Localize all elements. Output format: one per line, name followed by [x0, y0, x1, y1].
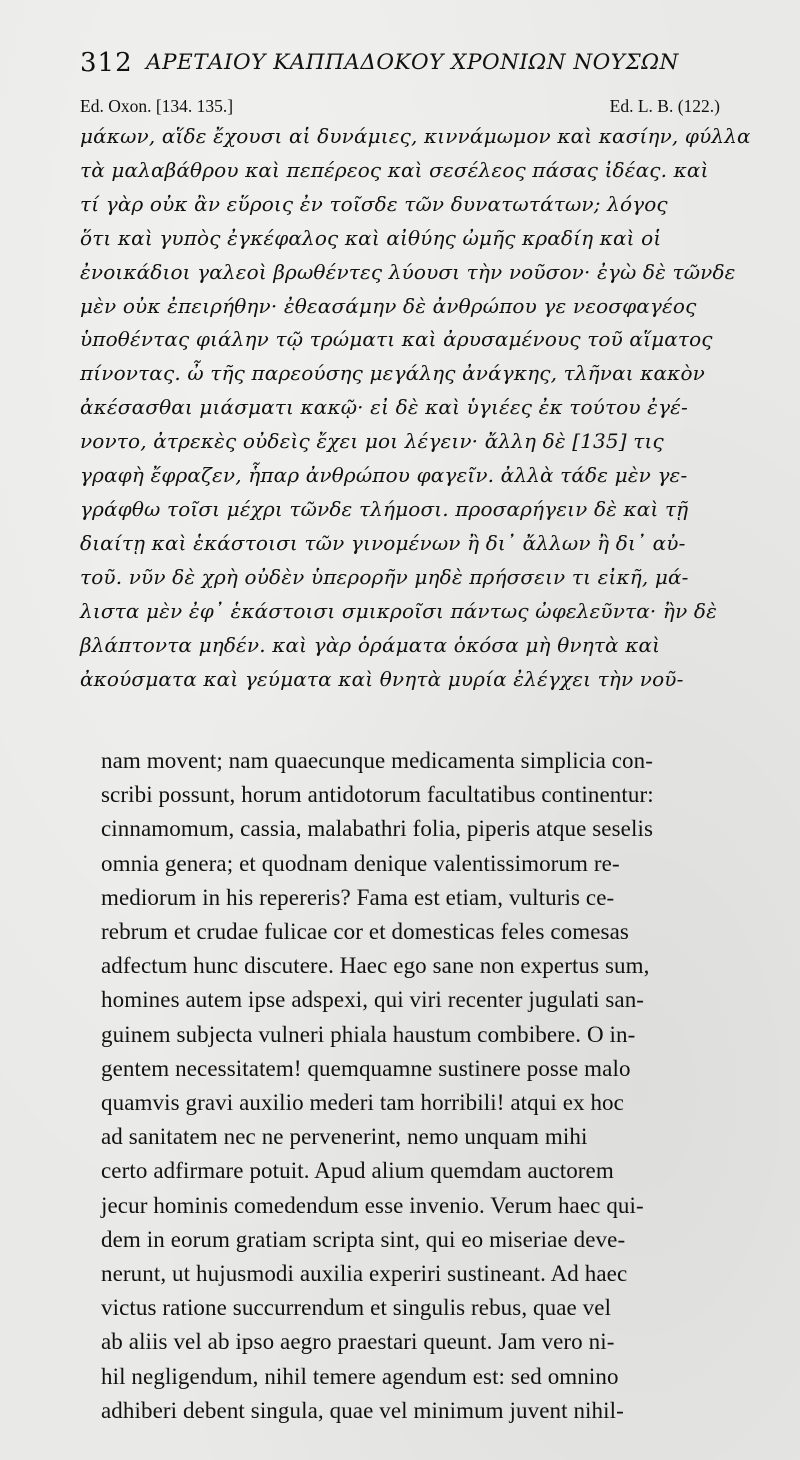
greek-line: ἐνοικάδιοι γαλεοὶ βρωθέντες λύουσι τὴν νοῦσον· ἐγὼ δὲ τῶνδε — [80, 259, 736, 284]
latin-line: quamvis gravi auxilio mederi tam horribili! atqui ex hoc — [101, 1090, 624, 1116]
latin-line: gentem necessitatem! quemquamne sustinere posse malo — [101, 1055, 631, 1081]
latin-line: scribi possunt, horum antidotorum facultatibus continentur: — [101, 782, 654, 808]
page-header — [80, 40, 720, 86]
latin-line: adhiberi debent singula, quae vel minimum juvent nihil- — [101, 1397, 624, 1423]
greek-line: μὲν οὐκ ἐπειρήθην· ἐθεασάμην δὲ ἀνθρώπου γε νεοσφαγέος — [80, 293, 697, 318]
edition-oxon: Ed. Oxon. [134. 135.] — [80, 96, 234, 116]
greek-line: ἀκέσασθαι μιάσματι κακῷ· εἰ δὲ καὶ ὑγιέες ἐκ τούτου ἐγέ- — [80, 395, 688, 420]
latin-line: certo adfirmare potuit. Apud alium quemdam auctorem — [101, 1158, 614, 1184]
greek-line: γραφὴ ἔφραζεν, ἧπαρ ἀνθρώπου φαγεῖν. ἀλλὰ τάδε μὲν γε- — [80, 463, 688, 488]
running-head: ΑΡΕΤΑΙΟΥ ΚΑΠΠΑΔΟΚΟΥ ΧΡΟΝΙΩΝ ΝΟΥΣΩΝ — [146, 50, 679, 75]
latin-line: omnia genera; et quodnam denique valentissimorum re- — [101, 850, 620, 876]
latin-line: jecur hominis comedendum esse invenio. Verum haec qui- — [101, 1192, 644, 1218]
latin-line: dem in eorum gratiam scripta sint, qui eo miseriae deve- — [101, 1226, 626, 1252]
greek-line: διαίτῃ καὶ ἑκάστοισι τῶν γινομένων ἢ δι᾽ ἄλλων ἢ δι᾽ αὐ- — [80, 530, 686, 555]
greek-line: ἀκούσματα καὶ γεύματα καὶ θνητὰ μυρία ἐλέγχει τὴν νοῦ- — [80, 666, 684, 691]
greek-line: πίνοντας. ὦ τῆς παρεούσης μεγάλης ἀνάγκης, τλῆναι κακὸν — [80, 361, 705, 386]
edition-references — [80, 96, 720, 122]
latin-line: rebrum et crudae fulicae cor et domesticas feles comesas — [101, 919, 629, 945]
greek-line: ὅτι καὶ γυπὸς ἐγκέφαλος καὶ αἰθύης ὠμῆς κραδίη καὶ οἱ — [80, 225, 662, 250]
greek-line: τοῦ. νῦν δὲ χρὴ οὐδὲν ὑπερορῆν μηδὲ πρήσσειν τι εἰκῆ, μά- — [80, 564, 689, 589]
greek-line: λιστα μὲν ἐφ᾽ ἑκάστοισι σμικροῖσι πάντως ὠφελεῦντα· ἢν δὲ — [80, 598, 717, 623]
latin-text-block — [101, 744, 763, 1428]
latin-line: nam movent; nam quaecunque medicamenta simplicia con- — [101, 748, 653, 773]
latin-line: victus ratione succurrendum et singulis rebus, quae vel — [101, 1295, 612, 1321]
latin-line: nerunt, ut hujusmodi auxilia experiri sustineant. Ad haec — [101, 1261, 628, 1287]
greek-line: τὰ μαλαβάθρου καὶ πεπέρεος καὶ σεσέλεος πάσας ἰδέας. καὶ — [80, 157, 709, 182]
latin-line: guinem subjecta vulneri phiala haustum combibere. O in- — [101, 1021, 636, 1047]
greek-line: νοντο, ἀτρεκὲς οὐδεὶς ἔχει μοι λέγειν· ἄλλη δὲ [135] τις — [80, 429, 664, 454]
latin-line: cinnamomum, cassia, malabathri folia, piperis atque seselis — [101, 816, 653, 842]
latin-line: ab aliis vel ab ipso aegro praestari queunt. Jam vero ni- — [101, 1329, 615, 1355]
greek-text-block — [80, 120, 760, 696]
edition-lb: Ed. L. B. (122.) — [609, 96, 720, 116]
greek-line: βλάπτοντα μηδέν. καὶ γὰρ ὁράματα ὁκόσα μὴ θνητὰ καὶ — [80, 632, 661, 657]
latin-line: hil negligendum, nihil temere agendum est: sed omnino — [101, 1363, 619, 1389]
page-number: 312 — [80, 48, 133, 78]
latin-line: mediorum in his repereris? Fama est etiam, vulturis ce- — [101, 884, 615, 910]
greek-line: ὑποθέντας φιάλην τῷ τρώματι καὶ ἀρυσαμένους τοῦ αἵματος — [80, 327, 713, 352]
greek-line: γράφθω τοῖσι μέχρι τῶνδε τλήμοσι. προσαρήγειν δὲ καὶ τῇ — [80, 496, 689, 521]
greek-line: μάκων, αἵδε ἔχουσι αἱ δυνάμιες, κιννάμωμον καὶ κασίην, φύλλα — [80, 124, 751, 148]
latin-line: homines autem ipse adspexi, qui viri recenter jugulati san- — [101, 987, 645, 1013]
latin-line: ad sanitatem nec ne pervenerint, nemo unquam mihi — [101, 1124, 588, 1150]
greek-line: τί γὰρ οὐκ ἂν εὕροις ἐν τοῖσδε τῶν δυνατωτάτων; λόγος — [80, 191, 668, 216]
latin-line: adfectum hunc discutere. Haec ego sane non expertus sum, — [101, 953, 650, 979]
